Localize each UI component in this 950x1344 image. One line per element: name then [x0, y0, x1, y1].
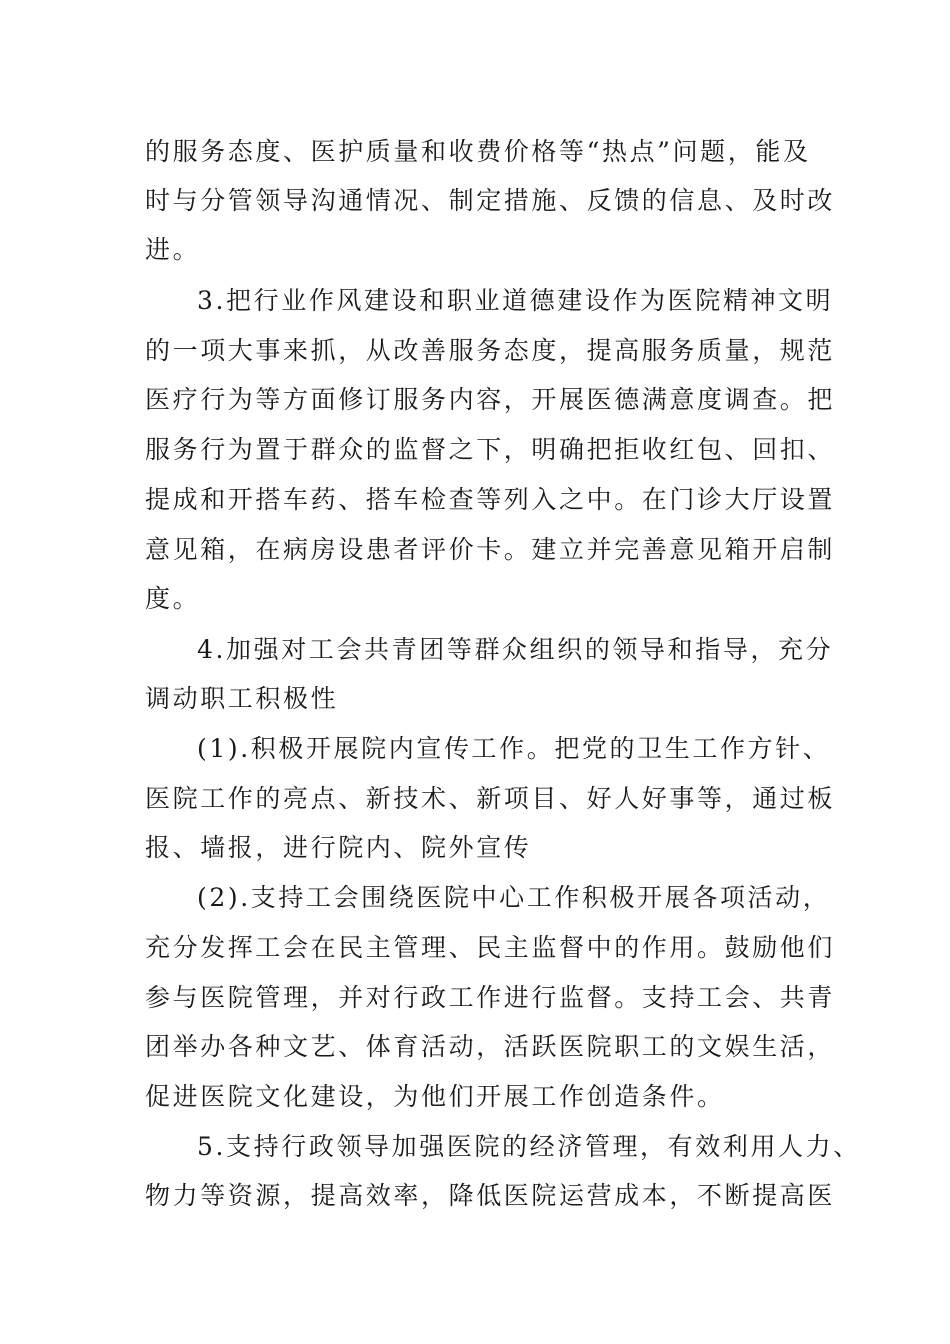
text-line: 的服务态度、医护质量和收费价格等“热点”问题，能及 [145, 137, 811, 166]
text-line: 提成和开搭车药、搭车检查等列入之中。在门诊大厅设置 [145, 485, 836, 514]
paragraph-4-start: 4.加强对工会共青团等群众组织的领导和指导，充分 [197, 635, 834, 664]
paragraph-3-start: 3.把行业作风建设和职业道德建设作为医院精神文明 [197, 286, 834, 315]
text-line: 时与分管领导沟通情况、制定措施、反馈的信息、及时改 [145, 186, 836, 215]
text-line: 调动职工积极性 [145, 684, 339, 713]
item-2-start: (2).支持工会围绕医院中心工作积极开展各项活动， [197, 883, 831, 912]
text-line: 团举办各种文艺、体育活动，活跃医院职工的文娱生活， [145, 1032, 836, 1061]
item-1-start: (1).积极开展院内宣传工作。把党的卫生工作方针、 [197, 734, 831, 763]
paragraph-5-start: 5.支持行政领导加强医院的经济管理，有效利用人力、 [197, 1132, 861, 1161]
text-line: 的一项大事来抓，从改善服务态度，提高服务质量，规范 [145, 336, 836, 365]
text-line: 进。 [145, 235, 201, 264]
text-line: 意见箱，在病房设患者评价卡。建立并完善意见箱开启制 [145, 535, 836, 564]
text-line: 服务行为置于群众的监督之下，明确把拒收红包、回扣、 [145, 435, 836, 464]
text-line: 度。 [145, 584, 201, 613]
text-line: 参与医院管理，并对行政工作进行监督。支持工会、共青 [145, 983, 836, 1012]
text-line: 医院工作的亮点、新技术、新项目、好人好事等，通过板 [145, 784, 836, 813]
text-line: 充分发挥工会在民主管理、民主监督中的作用。鼓励他们 [145, 933, 836, 962]
text-line: 报、墙报，进行院内、院外宣传 [145, 833, 532, 862]
text-line: 物力等资源，提高效率，降低医院运营成本，不断提高医 [145, 1181, 836, 1210]
text-line: 促进医院文化建设，为他们开展工作创造条件。 [145, 1082, 725, 1111]
text-line: 医疗行为等方面修订服务内容，开展医德满意度调查。把 [145, 385, 836, 414]
